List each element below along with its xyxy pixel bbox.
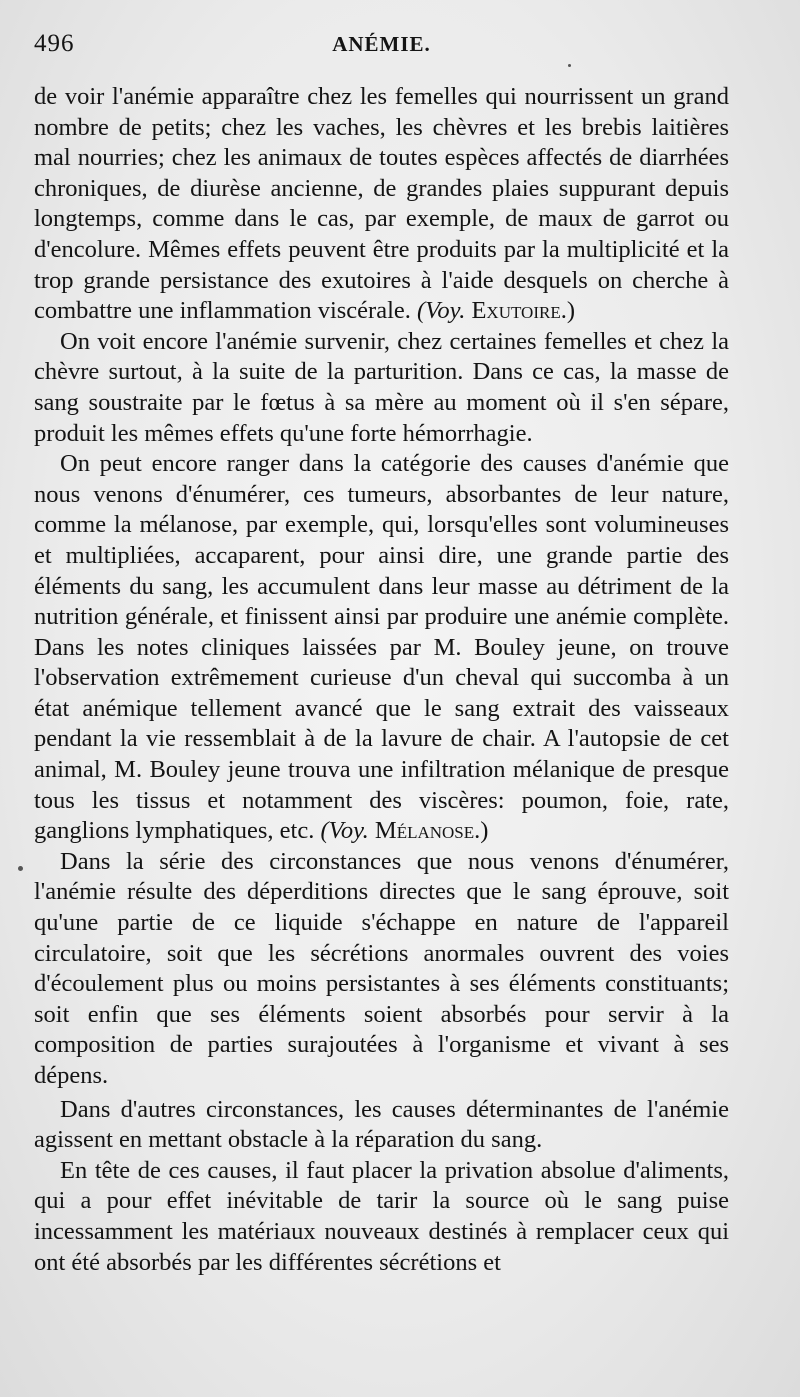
page-number: 496 <box>34 30 75 57</box>
page-header <box>34 30 729 64</box>
paragraph-text: En tête de ces causes, il faut placer la privation absolue d'aliments, qui a pour effet inévitable de tarir la source où le sang puise incessamment les matériaux nouveaux destinés à remplacer ceux qui ont été absorbés par les différentes sécrétions et <box>34 1156 729 1276</box>
running-title: ANÉMIE. <box>332 32 431 56</box>
paragraph-text: Dans d'autres circonstances, les causes déterminantes de l'anémie agissent en mettant obstacle à la réparation du sang. <box>34 1095 729 1154</box>
book-page <box>34 30 729 1276</box>
paragraph-5 <box>34 1095 729 1156</box>
print-speck <box>568 64 571 67</box>
cross-reference: (Voy. Exutoire.) <box>417 297 576 325</box>
print-speck <box>18 866 23 871</box>
paragraph-text: Dans la série des circonstances que nous venons d'énumérer, l'anémie résulte des déperditions directes que le sang éprouve, soit qu'une partie de ce liquide s'échappe en nature de l'appareil circulatoire, soit que les sécrétions anormales ouvrent des voies d'écoulement plus ou moins persistantes à ses éléments constituants; soit enfin que ses éléments soient absorbés pour servir à la composition de parties surajoutées à l'organisme et vivant à ses dépens. <box>34 847 729 1089</box>
paragraph-3 <box>34 449 729 847</box>
paragraph-text: On voit encore l'anémie survenir, chez certaines femelles et chez la chèvre surtout, à la suite de la parturition. Dans ce cas, la masse de sang soustraite par le fœtus à sa mère au moment où il s'en sépare, produit les mêmes effets qu'une forte hémorrhagie. <box>34 327 729 447</box>
paragraph-2 <box>34 327 729 449</box>
paragraph-text: On peut encore ranger dans la catégorie des causes d'anémie que nous venons d'énumérer, ces tumeurs, absorbantes de leur nature, comme la mélanose, par exemple, qui, lorsqu'elles sont volumineuses et multipliées, accaparent, pour ainsi dire, une grande partie des éléments du sang, les accumulent dans leur masse au détriment de la nutrition générale, et finissent ainsi par produire une anémie complète. Dans les notes cliniques laissées par M. Bouley jeune, on trouve l'observation extrêmement curieuse d'un cheval qui succomba à un état anémique tellement avancé que le sang extrait des vaisseaux pendant la vie ressemblait à de la lavure de chair. A l'autopsie de cet animal, M. Bouley jeune trouva une infiltration mélanique de presque tous les tissus et notamment des viscères: poumon, foie, rate, ganglions lymphatiques, etc. <box>34 450 729 845</box>
paragraph-6 <box>34 1156 729 1278</box>
body-text <box>34 82 729 1278</box>
cross-reference: (Voy. Mélanose.) <box>320 817 489 845</box>
paragraph-text: de voir l'anémie apparaître chez les femelles qui nourrissent un grand nombre de petits; chez les vaches, les chèvres et les brebis laitières mal nourries; chez les animaux de toutes espèces affectés de diarrhées chroniques, de diurèse ancienne, de grandes plaies suppurant depuis longtemps, comme dans le cas, par exemple, de maux de garrot ou d'encolure. Mêmes effets peuvent être produits par la multiplicité et la trop grande persistance des exutoires à l'aide desquels on cherche à combattre une inflammation viscérale. <box>34 83 729 325</box>
paragraph-4 <box>34 847 729 1092</box>
paragraph-1 <box>34 82 729 327</box>
